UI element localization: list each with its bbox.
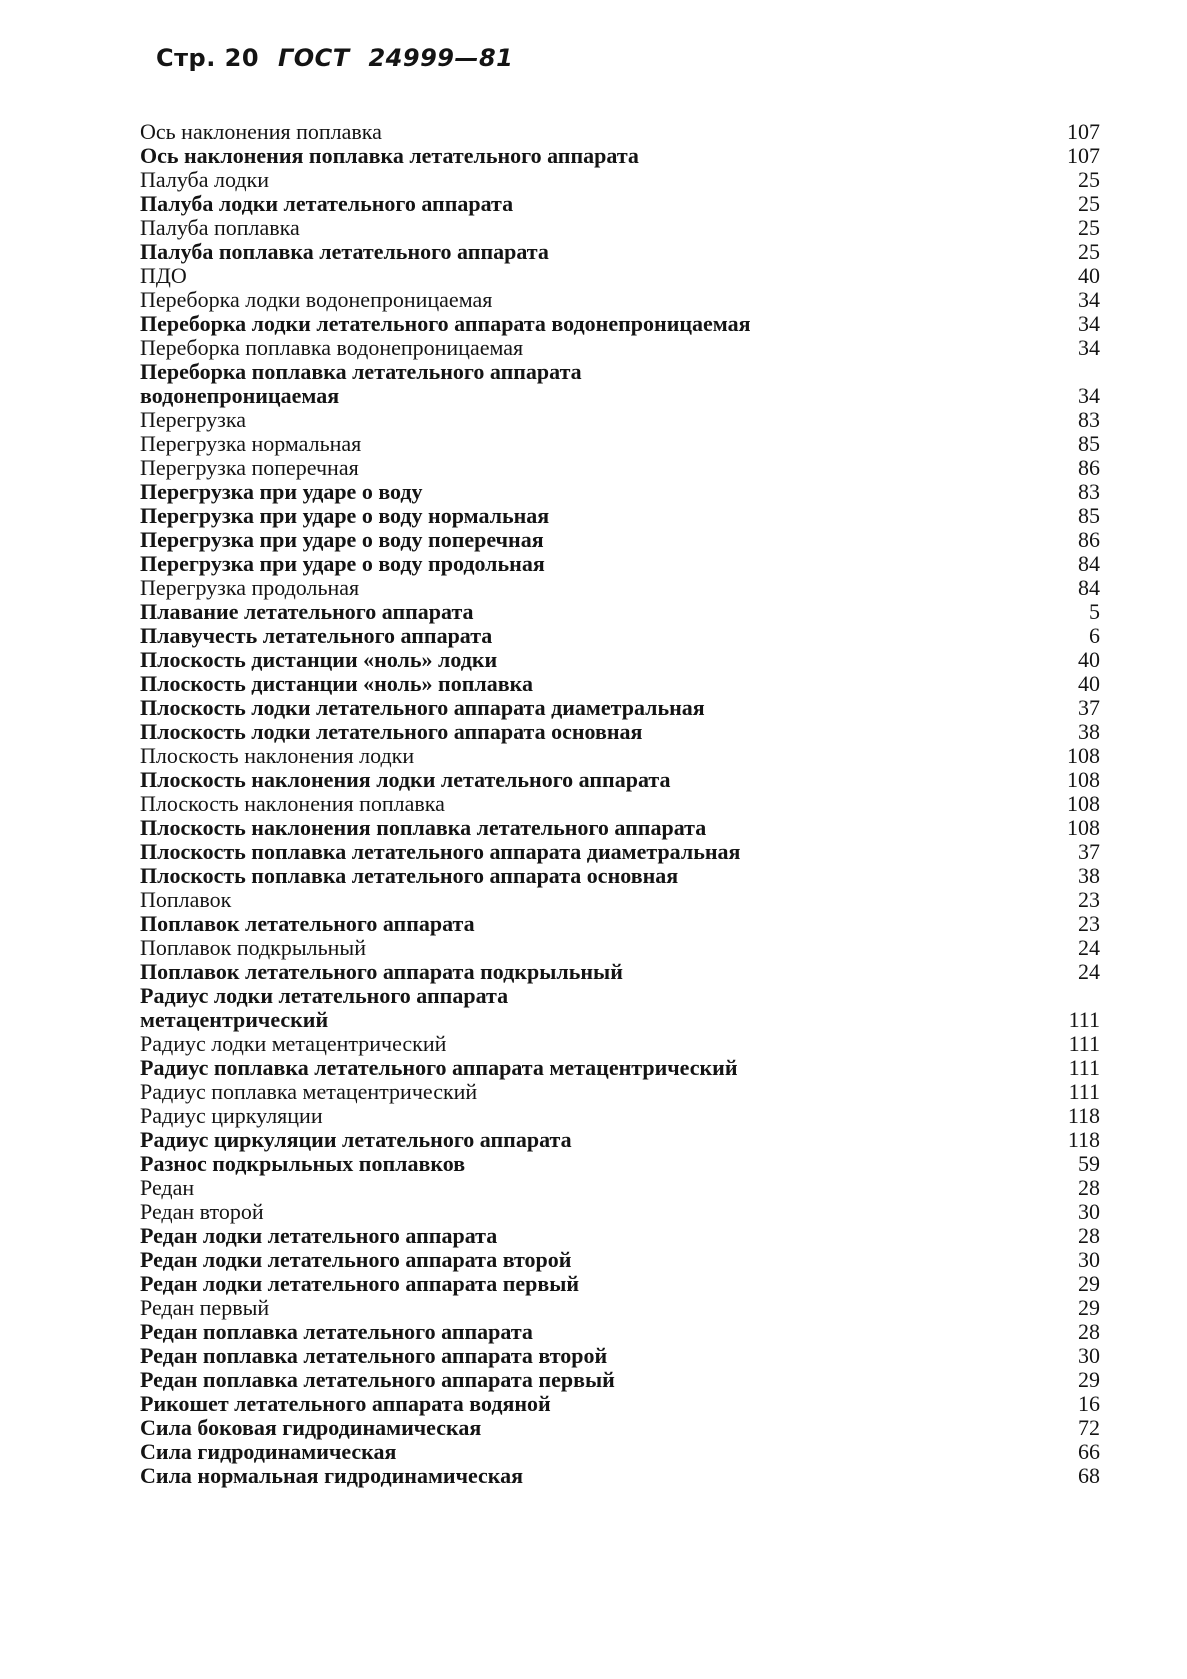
- index-entry: [140, 672, 1100, 696]
- index-term: Радиус лодки метацентрический: [140, 1031, 447, 1056]
- index-term: Редан поплавка летательного аппарата второй: [140, 1343, 608, 1368]
- index-entry: [140, 552, 1100, 576]
- index-entry: [140, 888, 1100, 912]
- index-page-number: 68: [1078, 1463, 1100, 1488]
- index-entry: [140, 1152, 1100, 1176]
- index-page-number: 40: [1078, 671, 1100, 696]
- index-page-number: 16: [1078, 1391, 1100, 1416]
- index-term: Редан лодки летательного аппарата второй: [140, 1247, 572, 1272]
- index-term: Редан: [140, 1175, 195, 1200]
- index-entry: [140, 168, 1100, 192]
- index-page-number: 38: [1078, 863, 1100, 888]
- index-term: Сила боковая гидродинамическая: [140, 1415, 482, 1440]
- index-term: Плоскость наклонения поплавка: [140, 791, 445, 816]
- index-entry: [140, 624, 1100, 648]
- index-page-number: 28: [1078, 1319, 1100, 1344]
- index-page-number: 85: [1078, 503, 1100, 528]
- index-page-number: 107: [1067, 143, 1100, 168]
- index-entry: [140, 960, 1100, 984]
- index-term: Палуба поплавка: [140, 215, 300, 240]
- index-entry: [140, 288, 1100, 312]
- index-term: Ось наклонения поплавка: [140, 119, 382, 144]
- standard-number: 24999—81: [368, 44, 514, 72]
- index-entry: [140, 192, 1100, 216]
- index-page-number: 25: [1078, 191, 1100, 216]
- index-term: Перегрузка при ударе о воду нормальная: [140, 503, 550, 528]
- index-term: Радиус лодки летательного аппарата метацентрический: [140, 983, 509, 1032]
- index-entry: [140, 1224, 1100, 1248]
- index-entry: [140, 1080, 1100, 1104]
- index-entry: [140, 1344, 1100, 1368]
- index-page-number: 111: [1068, 1031, 1100, 1056]
- index-entry: [140, 408, 1100, 432]
- index-entry: [140, 120, 1100, 144]
- index-entry: [140, 1056, 1100, 1080]
- index-page-number: 29: [1078, 1271, 1100, 1296]
- index-page-number: 85: [1078, 431, 1100, 456]
- index-term: Перегрузка при ударе о воду: [140, 479, 423, 504]
- index-page-number: 34: [1078, 383, 1100, 408]
- index-entry: [140, 600, 1100, 624]
- page-header: [156, 44, 513, 72]
- index-page-number: 37: [1078, 695, 1100, 720]
- index-term: Плоскость дистанции «ноль» поплавка: [140, 671, 533, 696]
- index-term: Перегрузка при ударе о воду поперечная: [140, 527, 544, 552]
- index-page-number: 72: [1078, 1415, 1100, 1440]
- index-entry: [140, 336, 1100, 360]
- index-page-number: 66: [1078, 1439, 1100, 1464]
- index-page-number: 83: [1078, 407, 1100, 432]
- index-term: ПДО: [140, 263, 187, 288]
- index-term: Перегрузка: [140, 407, 246, 432]
- index-term: Редан первый: [140, 1295, 270, 1320]
- index-page-number: 118: [1067, 1103, 1100, 1128]
- index-page-number: 108: [1067, 815, 1100, 840]
- index-page-number: 25: [1078, 239, 1100, 264]
- index-entry: [140, 1272, 1100, 1296]
- index-entry: [140, 720, 1100, 744]
- index-list: [140, 120, 1100, 1488]
- index-entry: [140, 816, 1100, 840]
- index-page-number: 38: [1078, 719, 1100, 744]
- index-entry: [140, 528, 1100, 552]
- index-entry: [140, 144, 1100, 168]
- index-entry: [140, 936, 1100, 960]
- index-entry: [140, 504, 1100, 528]
- index-term: Радиус циркуляции летательного аппарата: [140, 1127, 572, 1152]
- index-page-number: 84: [1078, 575, 1100, 600]
- index-entry: [140, 264, 1100, 288]
- index-term: Плоскость лодки летательного аппарата основная: [140, 719, 643, 744]
- index-term: Переборка поплавка водонепроницаемая: [140, 335, 524, 360]
- index-page-number: 83: [1078, 479, 1100, 504]
- index-page-number: 30: [1078, 1199, 1100, 1224]
- index-page-number: 40: [1078, 263, 1100, 288]
- index-entry: [140, 1248, 1100, 1272]
- index-entry: [140, 1296, 1100, 1320]
- index-term: Редан поплавка летательного аппарата первый: [140, 1367, 615, 1392]
- index-term: Сила гидродинамическая: [140, 1439, 397, 1464]
- index-page-number: 29: [1078, 1295, 1100, 1320]
- index-term: Плоскость наклонения поплавка летательного аппарата: [140, 815, 707, 840]
- index-term: Плоскость наклонения лодки летательного аппарата: [140, 767, 671, 792]
- index-entry: [140, 864, 1100, 888]
- index-page-number: 30: [1078, 1343, 1100, 1368]
- index-page-number: 34: [1078, 335, 1100, 360]
- index-page-number: 118: [1067, 1127, 1100, 1152]
- index-term: Плоскость дистанции «ноль» лодки: [140, 647, 498, 672]
- index-entry: [140, 768, 1100, 792]
- index-entry: [140, 312, 1100, 336]
- index-page-number: 30: [1078, 1247, 1100, 1272]
- index-entry: [140, 1368, 1100, 1392]
- index-page-number: 111: [1068, 1007, 1100, 1032]
- index-entry: [140, 1104, 1100, 1128]
- index-page-number: 25: [1078, 215, 1100, 240]
- index-page-number: 24: [1078, 935, 1100, 960]
- index-term: Перегрузка нормальная: [140, 431, 362, 456]
- index-entry: [140, 1440, 1100, 1464]
- index-page-number: 108: [1067, 767, 1100, 792]
- index-term: Плоскость лодки летательного аппарата диаметральная: [140, 695, 705, 720]
- index-page-number: 23: [1078, 911, 1100, 936]
- index-term: Перегрузка поперечная: [140, 455, 359, 480]
- index-entry: [140, 1176, 1100, 1200]
- index-term: Переборка лодки летательного аппарата водонепроницаемая: [140, 311, 751, 336]
- index-term: Разнос подкрыльных поплавков: [140, 1151, 466, 1176]
- index-entry: [140, 984, 1100, 1032]
- index-entry: [140, 792, 1100, 816]
- index-page-number: 5: [1089, 599, 1100, 624]
- index-page-number: 108: [1067, 791, 1100, 816]
- index-entry: [140, 240, 1100, 264]
- index-page-number: 24: [1078, 959, 1100, 984]
- index-term: Палуба поплавка летательного аппарата: [140, 239, 549, 264]
- index-page-number: 111: [1068, 1079, 1100, 1104]
- index-entry: [140, 1416, 1100, 1440]
- standard-label: ГОСТ: [277, 44, 350, 72]
- index-entry: [140, 648, 1100, 672]
- index-page-number: 86: [1078, 455, 1100, 480]
- index-page-number: 29: [1078, 1367, 1100, 1392]
- index-page-number: 28: [1078, 1175, 1100, 1200]
- page-number: Стр. 20: [156, 44, 260, 72]
- index-term: Редан поплавка летательного аппарата: [140, 1319, 533, 1344]
- index-page-number: 111: [1068, 1055, 1100, 1080]
- index-entry: [140, 576, 1100, 600]
- index-term: Поплавок летательного аппарата подкрыльный: [140, 959, 623, 984]
- index-term: Плавание летательного аппарата: [140, 599, 474, 624]
- index-term: Радиус циркуляции: [140, 1103, 323, 1128]
- index-entry: [140, 1392, 1100, 1416]
- index-term: Плоскость наклонения лодки: [140, 743, 415, 768]
- index-page-number: 6: [1089, 623, 1100, 648]
- index-term: Палуба лодки: [140, 167, 269, 192]
- index-term: Поплавок: [140, 887, 232, 912]
- index-page-number: 37: [1078, 839, 1100, 864]
- index-page-number: 34: [1078, 311, 1100, 336]
- index-page-number: 86: [1078, 527, 1100, 552]
- index-page-number: 34: [1078, 287, 1100, 312]
- index-page-number: 25: [1078, 167, 1100, 192]
- index-entry: [140, 480, 1100, 504]
- index-term: Плоскость поплавка летательного аппарата диаметральная: [140, 839, 741, 864]
- index-term: Сила нормальная гидродинамическая: [140, 1463, 524, 1488]
- index-entry: [140, 1032, 1100, 1056]
- index-page-number: 107: [1067, 119, 1100, 144]
- index-entry: [140, 432, 1100, 456]
- index-entry: [140, 912, 1100, 936]
- index-page-number: 28: [1078, 1223, 1100, 1248]
- index-page-number: 23: [1078, 887, 1100, 912]
- index-term: Плавучесть летательного аппарата: [140, 623, 493, 648]
- index-entry: [140, 744, 1100, 768]
- index-term: Поплавок летательного аппарата: [140, 911, 475, 936]
- index-term: Палуба лодки летательного аппарата: [140, 191, 514, 216]
- index-term: Редан второй: [140, 1199, 264, 1224]
- index-term: Перегрузка продольная: [140, 575, 360, 600]
- index-term: Радиус поплавка метацентрический: [140, 1079, 478, 1104]
- index-page-number: 108: [1067, 743, 1100, 768]
- index-term: Редан лодки летательного аппарата: [140, 1223, 498, 1248]
- index-entry: [140, 1200, 1100, 1224]
- index-term: Перегрузка при ударе о воду продольная: [140, 551, 545, 576]
- index-term: Рикошет летательного аппарата водяной: [140, 1391, 551, 1416]
- index-entry: [140, 216, 1100, 240]
- index-term: Редан лодки летательного аппарата первый: [140, 1271, 580, 1296]
- index-entry: [140, 1464, 1100, 1488]
- index-page-number: 59: [1078, 1151, 1100, 1176]
- index-term: Ось наклонения поплавка летательного аппарата: [140, 143, 639, 168]
- index-term: Радиус поплавка летательного аппарата метацентрический: [140, 1055, 738, 1080]
- index-entry: [140, 1128, 1100, 1152]
- index-entry: [140, 360, 1100, 408]
- index-entry: [140, 840, 1100, 864]
- index-entry: [140, 456, 1100, 480]
- index-page-number: 40: [1078, 647, 1100, 672]
- index-term: Переборка лодки водонепроницаемая: [140, 287, 493, 312]
- index-entry: [140, 1320, 1100, 1344]
- index-term: Поплавок подкрыльный: [140, 935, 366, 960]
- index-page-number: 84: [1078, 551, 1100, 576]
- index-term: Плоскость поплавка летательного аппарата основная: [140, 863, 679, 888]
- index-entry: [140, 696, 1100, 720]
- index-term: Переборка поплавка летательного аппарата водонепроницаемая: [140, 359, 582, 408]
